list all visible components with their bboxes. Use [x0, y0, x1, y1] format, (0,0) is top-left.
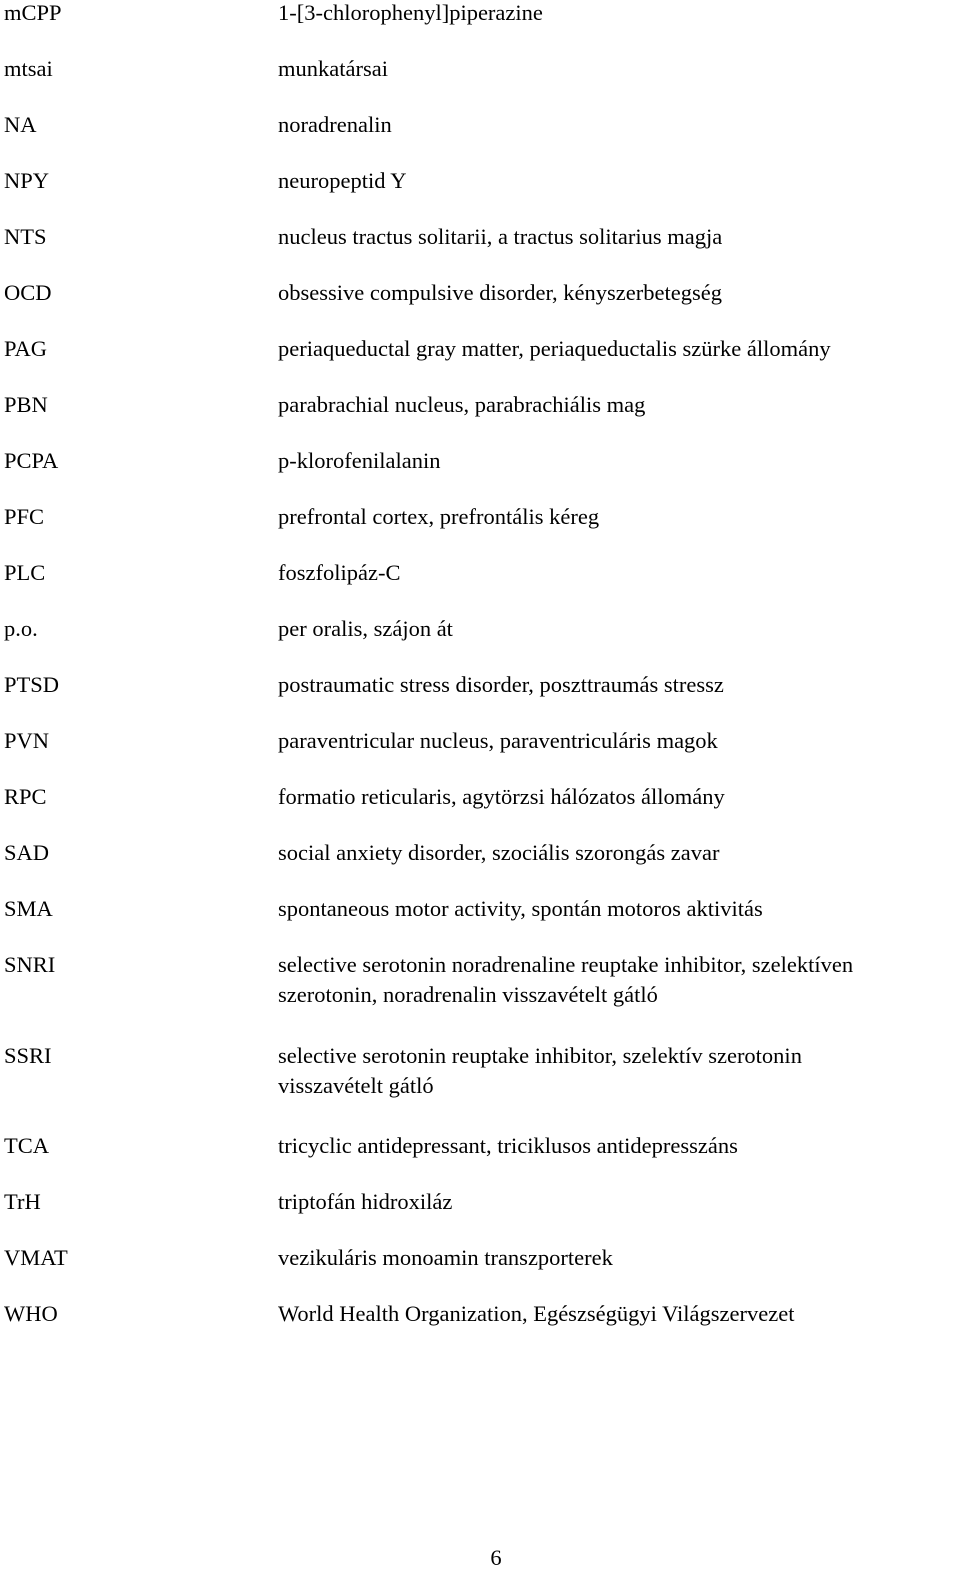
abbreviation-term: PAG [4, 336, 47, 361]
definition-line: selective serotonin reuptake inhibitor, szelektív szerotonin [278, 1043, 802, 1068]
abbreviation-definition [278, 1299, 958, 1329]
abbreviation-definition [278, 222, 958, 252]
abbreviation-term: RPC [4, 784, 47, 809]
abbreviation-term: PBN [4, 392, 48, 417]
abbreviation-definition [278, 950, 958, 1010]
abbreviation-term: PCPA [4, 448, 59, 473]
definition-line: parabrachial nucleus, parabrachiális mag [278, 392, 646, 417]
abbreviation-definition [278, 1187, 958, 1217]
abbreviation-definition [278, 558, 958, 588]
abbreviation-definition [278, 110, 958, 140]
definition-line: munkatársai [278, 56, 388, 81]
definition-line: per oralis, szájon át [278, 616, 453, 641]
definition-line: 1-[3-chlorophenyl]piperazine [278, 0, 543, 25]
abbreviation-term: p.o. [4, 616, 38, 641]
abbreviation-term: PTSD [4, 672, 60, 697]
definition-line: social anxiety disorder, szociális szorongás zavar [278, 840, 720, 865]
abbreviation-definition [278, 1041, 958, 1101]
definition-line: paraventricular nucleus, paraventriculáris magok [278, 728, 718, 753]
abbreviation-definition [278, 334, 958, 364]
definition-line: spontaneous motor activity, spontán motoros aktivitás [278, 896, 763, 921]
definition-line: nucleus tractus solitarii, a tractus solitarius magja [278, 224, 723, 249]
abbreviation-definition [278, 782, 958, 812]
abbreviation-term: PLC [4, 560, 46, 585]
definition-line: obsessive compulsive disorder, kényszerbetegség [278, 280, 722, 305]
abbreviation-definition [278, 390, 958, 420]
abbreviation-term: TrH [4, 1189, 41, 1214]
abbreviation-term: SMA [4, 896, 53, 921]
definition-line: postraumatic stress disorder, poszttraumás stressz [278, 672, 724, 697]
definition-line: World Health Organization, Egészségügyi Világszervezet [278, 1301, 795, 1326]
abbreviation-term: mCPP [4, 0, 62, 25]
abbreviation-term: SSRI [4, 1043, 52, 1068]
abbreviation-term: PFC [4, 504, 45, 529]
definition-line: tricyclic antidepressant, triciklusos antidepresszáns [278, 1133, 738, 1158]
abbreviation-definition [278, 838, 958, 868]
abbreviation-definition [278, 1131, 958, 1161]
definition-line: visszavételt gátló [278, 1073, 434, 1098]
abbreviation-definition [278, 726, 958, 756]
abbreviation-term: VMAT [4, 1245, 68, 1270]
definition-line: neuropeptid Y [278, 168, 407, 193]
abbreviation-term: NA [4, 112, 37, 137]
abbreviation-term: SAD [4, 840, 50, 865]
abbreviation-definition [278, 446, 958, 476]
abbreviation-term: SNRI [4, 952, 56, 977]
page-number: 6 [490, 1545, 502, 1570]
abbreviation-term: NPY [4, 168, 50, 193]
abbreviation-definition [278, 894, 958, 924]
definition-line: prefrontal cortex, prefrontális kéreg [278, 504, 600, 529]
abbreviation-term: TCA [4, 1133, 49, 1158]
abbreviation-term: WHO [4, 1301, 58, 1326]
definition-line: triptofán hidroxiláz [278, 1189, 453, 1214]
definition-line: szerotonin, noradrenalin visszavételt gátló [278, 982, 658, 1007]
definition-line: selective serotonin noradrenaline reuptake inhibitor, szelektíven [278, 952, 854, 977]
definition-line: vezikuláris monoamin transzporterek [278, 1245, 613, 1270]
abbreviation-term: OCD [4, 280, 52, 305]
definition-line: noradrenalin [278, 112, 392, 137]
abbreviation-definition [278, 278, 958, 308]
abbreviation-definition [278, 54, 958, 84]
abbreviation-term: PVN [4, 728, 50, 753]
abbreviation-definition [278, 166, 958, 196]
abbreviation-definition [278, 670, 958, 700]
definition-line: p-klorofenilalanin [278, 448, 441, 473]
abbreviation-term: mtsai [4, 56, 53, 81]
abbreviation-definition [278, 0, 958, 28]
abbreviation-term: NTS [4, 224, 47, 249]
abbreviation-definition [278, 614, 958, 644]
abbreviation-definition [278, 502, 958, 532]
definition-line: foszfolipáz-C [278, 560, 401, 585]
definition-line: periaqueductal gray matter, periaqueductalis szürke állomány [278, 336, 831, 361]
definition-line: formatio reticularis, agytörzsi hálózatos állomány [278, 784, 725, 809]
abbreviation-definition [278, 1243, 958, 1273]
